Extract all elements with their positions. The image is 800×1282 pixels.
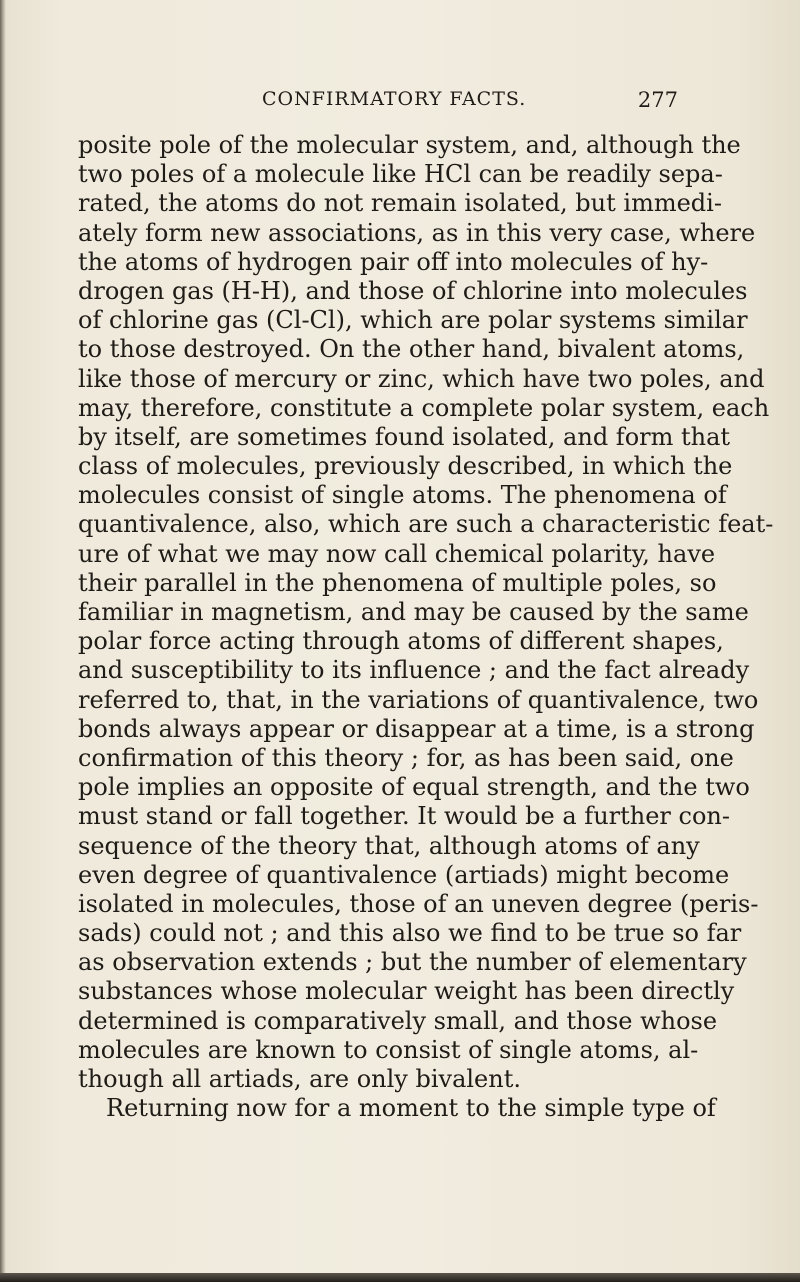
text-line: the atoms of hydrogen pair off into molecules of hy- xyxy=(78,247,709,276)
text-line: substances whose molecular weight has been directly xyxy=(78,977,735,1006)
text-line: confirmation of this theory ; for, as has been said, one xyxy=(78,743,734,772)
text-line: two poles of a molecule like HCl can be readily sepa- xyxy=(78,160,723,189)
paragraph-start-line: Returning now for a moment to the simple type of xyxy=(106,1094,716,1123)
spine-shadow xyxy=(0,0,6,1282)
text-line: of chlorine gas (Cl-Cl), which are polar systems similar xyxy=(78,306,748,335)
text-line: bonds always appear or disappear at a time, is a strong xyxy=(78,714,755,743)
text-line: pole implies an opposite of equal strength, and the two xyxy=(78,773,750,802)
paragraph-end-line: though all artiads, are only bivalent. xyxy=(78,1065,521,1093)
text-line: ure of what we may now call chemical polarity, have xyxy=(78,539,716,568)
text-line: drogen gas (H-H), and those of chlorine into molecules xyxy=(78,276,748,305)
page-bottom-edge xyxy=(0,1273,800,1282)
text-line: by itself, are sometimes found isolated, and form that xyxy=(78,422,731,451)
text-line: must stand or fall together. It would be a further con- xyxy=(78,802,730,831)
text-line: ately form new associations, as in this very case, where xyxy=(78,218,756,247)
text-line: isolated in molecules, those of an uneven degree (peris- xyxy=(78,889,759,918)
text-line: sequence of the theory that, although atoms of any xyxy=(78,831,700,860)
text-line: molecules consist of single atoms. The phenomena of xyxy=(78,481,727,510)
text-line: to those destroyed. On the other hand, bivalent atoms, xyxy=(78,335,745,364)
text-line: their parallel in the phenomena of multiple poles, so xyxy=(78,568,717,597)
text-line: like those of mercury or zinc, which have two poles, and xyxy=(78,364,765,393)
text-line: class of molecules, previously described, in which the xyxy=(78,452,733,481)
text-line: familiar in magnetism, and may be caused by the same xyxy=(78,598,749,626)
text-line: referred to, that, in the variations of quantivalence, two xyxy=(78,685,759,714)
text-line: rated, the atoms do not remain isolated, but immedi- xyxy=(78,189,722,218)
text-line: sads) could not ; and this also we find to be true so far xyxy=(78,919,742,948)
text-line: polar force acting through atoms of different shapes, xyxy=(78,627,724,656)
text-line: and susceptibility to its influence ; and the fact already xyxy=(78,656,750,685)
running-head: CONFIRMATORY FACTS. xyxy=(262,88,527,110)
text-line: determined is comparatively small, and those whose xyxy=(78,1006,718,1035)
text-line: as observation extends ; but the number of elementary xyxy=(78,948,747,977)
text-line: may, therefore, constitute a complete polar system, each xyxy=(78,393,770,422)
body-text xyxy=(78,131,774,1123)
text-line: posite pole of the molecular system, and, although the xyxy=(78,131,741,159)
page-number: 277 xyxy=(637,88,678,112)
text-line: even degree of quantivalence (artiads) might become xyxy=(78,860,730,889)
text-line: quantivalence, also, which are such a characteristic feat- xyxy=(78,510,774,539)
page-header xyxy=(0,88,800,118)
text-line: molecules are known to consist of single atoms, al- xyxy=(78,1035,699,1064)
